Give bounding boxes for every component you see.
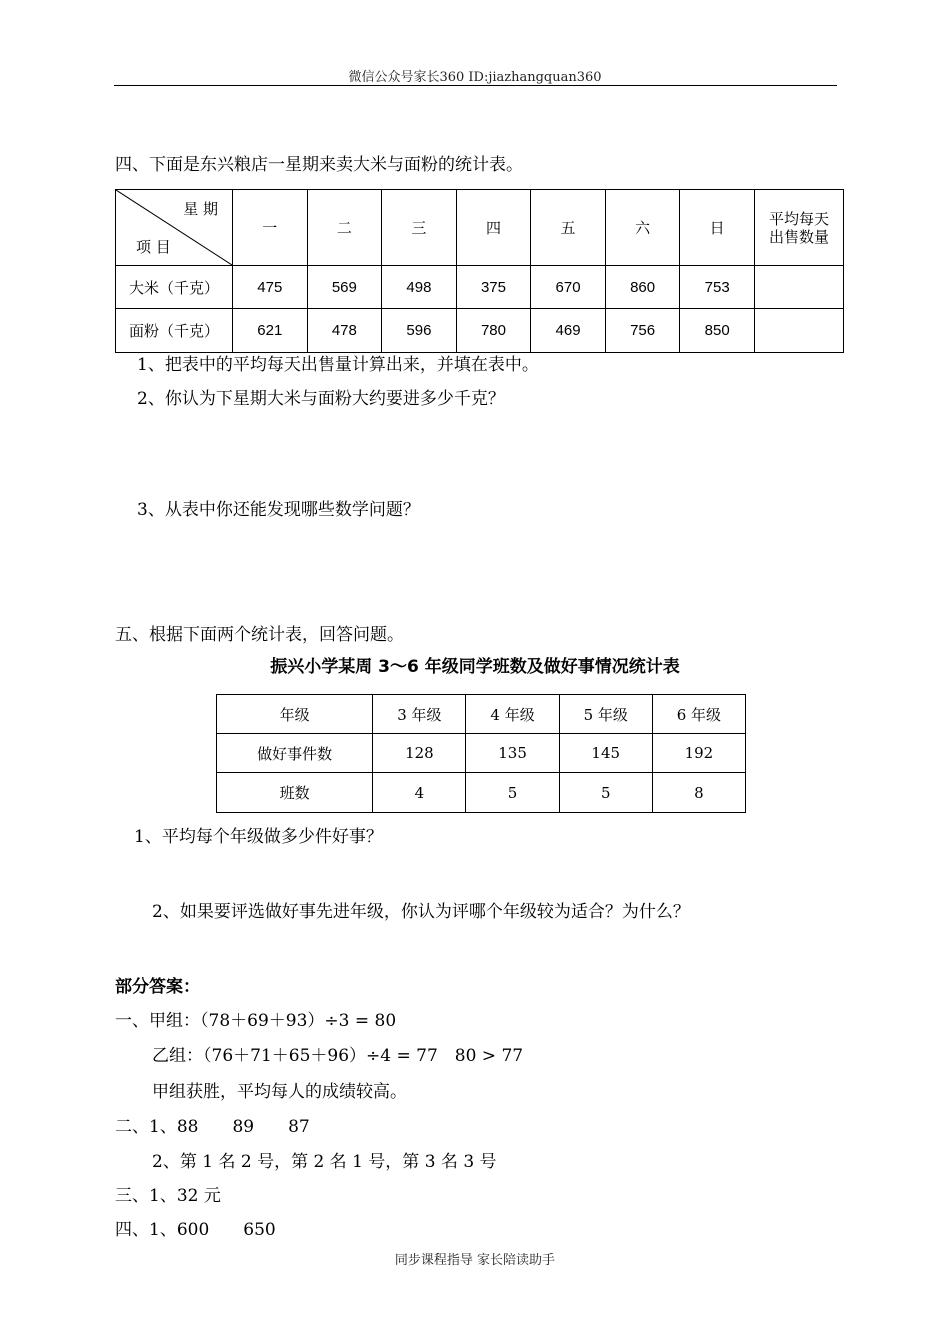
table-row xyxy=(116,266,844,309)
answer-line: 乙组：（76＋71＋65＋96）÷4 = 77 80 > 77 xyxy=(152,1046,524,1066)
corner-bottom-label: 项 目 xyxy=(136,238,171,256)
good-deeds-table xyxy=(216,694,746,813)
page-footer: 同步课程指导 家长陪读助手 xyxy=(394,1253,556,1268)
s4-question-3: 3、从表中你还能发现哪些数学问题？ xyxy=(137,500,420,520)
table-cell: 850 xyxy=(680,309,755,353)
table-cell: 5 xyxy=(559,773,652,813)
table-cell: 145 xyxy=(559,734,652,773)
table-cell: 569 xyxy=(307,266,382,309)
row-label: 做好事件数 xyxy=(217,734,373,773)
day-header: 四 xyxy=(456,190,531,266)
table-row xyxy=(217,773,746,813)
table-cell: 469 xyxy=(531,309,606,353)
table-cell: 596 xyxy=(382,309,457,353)
table-cell: 780 xyxy=(456,309,531,353)
answer-line: 2、第 1 名 2 号，第 2 名 1 号，第 3 名 3 号 xyxy=(152,1152,497,1172)
row-label: 班数 xyxy=(217,773,373,813)
s5-question-2: 2、如果要评选做好事先进年级，你认为评哪个年级较为适合？为什么？ xyxy=(152,902,690,922)
avg-cell xyxy=(755,309,844,353)
day-header: 日 xyxy=(680,190,755,266)
answers-title: 部分答案： xyxy=(115,977,200,997)
table-cell: 478 xyxy=(307,309,382,353)
good-deeds-table-title: 振兴小学某周 3～6 年级同学班数及做好事情况统计表 xyxy=(270,657,680,677)
day-header: 一 xyxy=(233,190,308,266)
table-cell: 670 xyxy=(531,266,606,309)
section4-title: 四、下面是东兴粮店一星期来卖大米与面粉的统计表。 xyxy=(115,155,523,175)
table-cell: 475 xyxy=(233,266,308,309)
corner-cell xyxy=(116,190,233,266)
table-cell: 5 xyxy=(466,773,559,813)
answer-line: 一、甲组：（78＋69＋93）÷3 = 80 xyxy=(115,1011,397,1031)
answer-line: 甲组获胜，平均每人的成绩较高。 xyxy=(152,1082,407,1102)
column-header: 年级 xyxy=(217,695,373,734)
column-header: 6 年级 xyxy=(652,695,745,734)
avg-header-line2: 出售数量 xyxy=(768,228,829,246)
day-header: 六 xyxy=(605,190,680,266)
section5-title: 五、根据下面两个统计表，回答问题。 xyxy=(115,625,404,645)
row-label: 面粉（千克） xyxy=(116,309,233,353)
table-cell: 756 xyxy=(605,309,680,353)
table-cell: 621 xyxy=(233,309,308,353)
table-cell: 375 xyxy=(456,266,531,309)
table-header-row xyxy=(217,695,746,734)
avg-cell xyxy=(755,266,844,309)
answer-line: 三、1、32 元 xyxy=(115,1186,221,1206)
table-cell: 8 xyxy=(652,773,745,813)
s4-question-1: 1、把表中的平均每天出售量计算出来，并填在表中。 xyxy=(137,355,539,375)
s4-question-2: 2、你认为下星期大米与面粉大约要进多少千克？ xyxy=(137,389,505,409)
page-header: 微信公众号家长360 ID:jiazhangquan360 xyxy=(348,70,602,85)
table-cell: 135 xyxy=(466,734,559,773)
day-header: 五 xyxy=(531,190,606,266)
corner-top-label: 星 期 xyxy=(183,200,218,218)
table-row xyxy=(116,309,844,353)
column-header: 3 年级 xyxy=(373,695,466,734)
table-row xyxy=(217,734,746,773)
s5-question-1: 1、平均每个年级做多少件好事？ xyxy=(134,827,383,847)
day-header: 三 xyxy=(382,190,457,266)
table-cell: 4 xyxy=(373,773,466,813)
table-cell: 753 xyxy=(680,266,755,309)
table-cell: 128 xyxy=(373,734,466,773)
table-cell: 192 xyxy=(652,734,745,773)
header-rule xyxy=(114,85,837,86)
row-label: 大米（千克） xyxy=(116,266,233,309)
answer-line: 四、1、600 650 xyxy=(115,1220,276,1240)
table-cell: 498 xyxy=(382,266,457,309)
sales-table-header-row xyxy=(116,190,844,266)
avg-header-line1: 平均每天 xyxy=(768,210,829,228)
day-header: 二 xyxy=(307,190,382,266)
table-cell: 860 xyxy=(605,266,680,309)
avg-header xyxy=(755,190,844,266)
answer-line: 二、1、88 89 87 xyxy=(115,1117,310,1137)
sales-table xyxy=(115,189,844,353)
column-header: 5 年级 xyxy=(559,695,652,734)
column-header: 4 年级 xyxy=(466,695,559,734)
